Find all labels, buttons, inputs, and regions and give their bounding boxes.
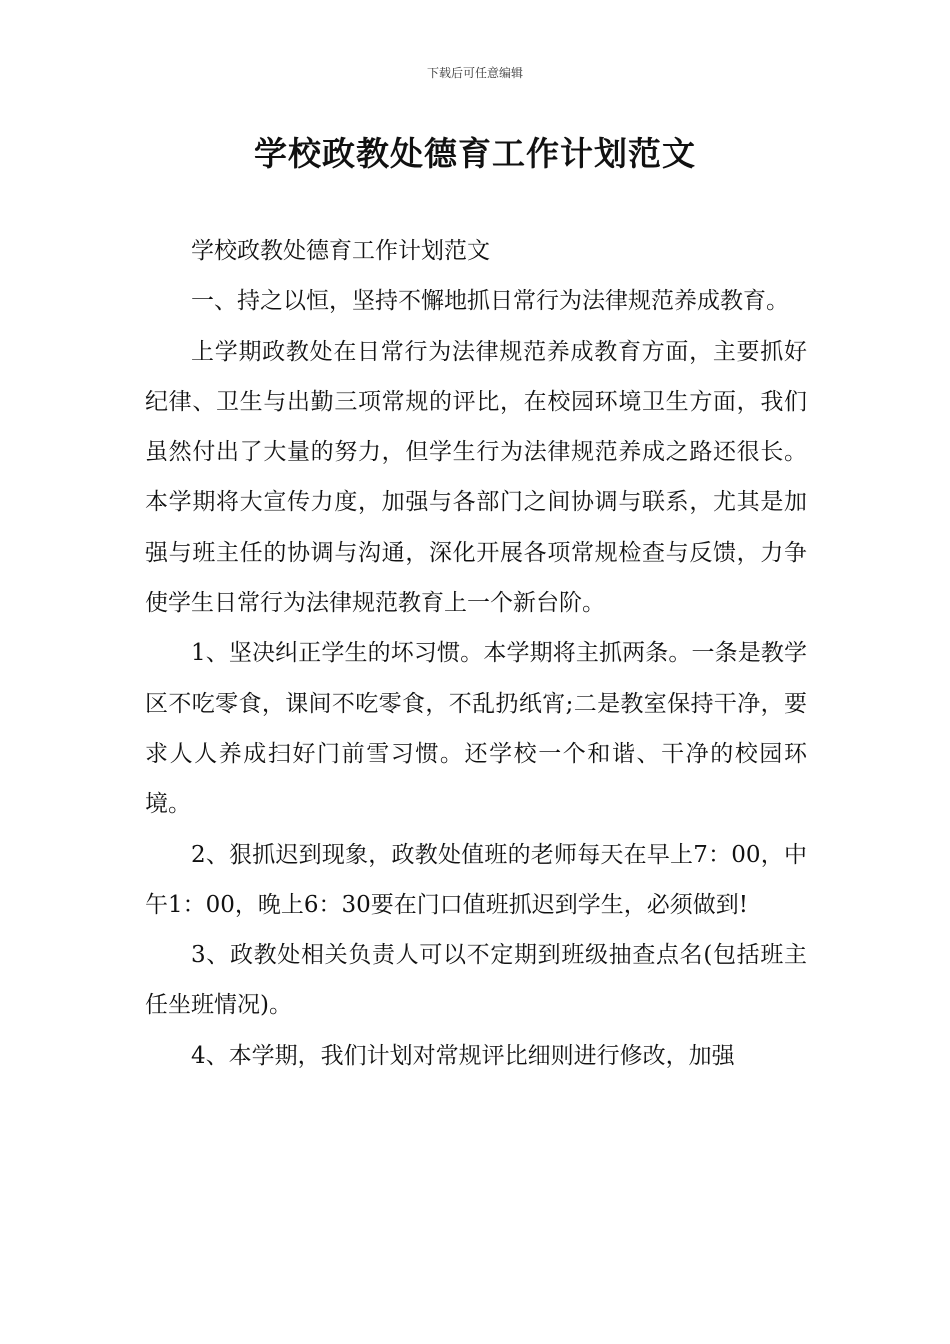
paragraph-section-1-heading: 一、持之以恒，坚持不懈地抓日常行为法律规范养成教育。 <box>191 288 789 315</box>
paragraph-item-3: 3、政教处相关负责人可以不定期到班级抽查点名(包括班主任坐班情况)。 <box>145 942 807 1019</box>
paragraph-subtitle: 学校政教处德育工作计划范文 <box>191 238 490 264</box>
document-body <box>145 226 807 1081</box>
paragraph-item-1: 1、坚决纠正学生的坏习惯。本学期将主抓两条。一条是教学区不吃零食，课间不吃零食，不乱扔纸宵;二是教室保持干净，要求人人养成扫好门前雪习惯。还学校一个和谐、干净的校园环境。 <box>145 640 807 818</box>
document-title: 学校政教处德育工作计划范文 <box>254 134 696 173</box>
paragraph-item-4: 4、本学期，我们计划对常规评比细则进行修改，加强 <box>191 1042 735 1069</box>
header-note: 下载后可任意编辑 <box>426 66 523 80</box>
paragraph-item-2: 2、狠抓迟到现象，政教处值班的老师每天在早上7：00，中午1：00，晚上6：30要在门口值班抓迟到学生，必须做到! <box>145 841 807 918</box>
paragraph-intro: 上学期政教处在日常行为法律规范养成教育方面，主要抓好纪律、卫生与出勤三项常规的评比，在校园环境卫生方面，我们虽然付出了大量的努力，但学生行为法律规范养成之路还很长。本学期将大宣传力度，加强与各部门之间协调与联系，尤其是加强与班主任的协调与沟通，深化开展各项常规检查与反馈，力争使学生日常行为法律规范教育上一个新台阶。 <box>145 338 807 617</box>
